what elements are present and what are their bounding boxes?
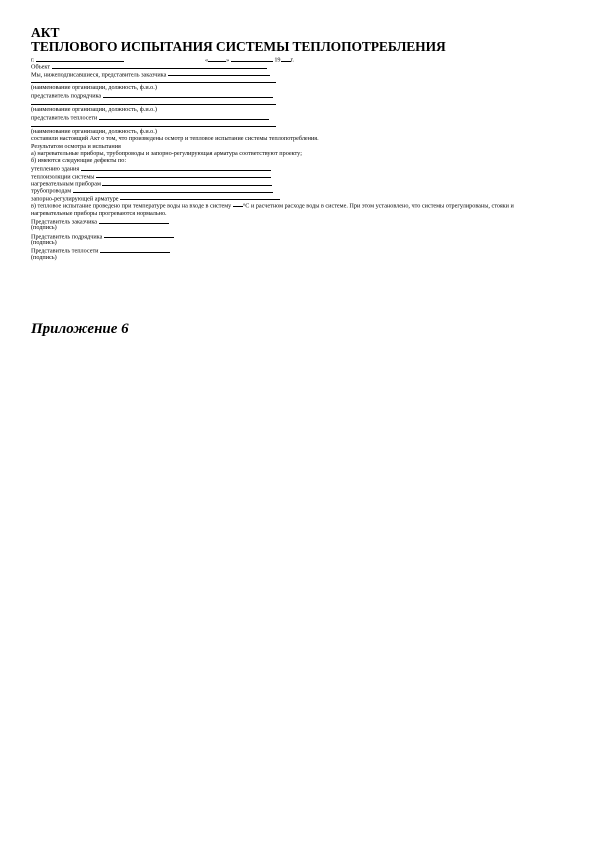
sign-supplier-label: Представитель теплосети (31, 247, 99, 255)
blank-line-2 (31, 99, 571, 106)
defect-blank-5 (120, 194, 280, 201)
defect-line-2 (31, 172, 571, 179)
org-hint-3: (наименование организации, должность, ф.и.о.) (31, 127, 157, 135)
sign-hint-3: (подпись) (31, 253, 57, 261)
sign-contractor-label: Представитель подрядчика (31, 233, 103, 241)
act-subtitle: ТЕПЛОВОГО ИСПЫТАНИЯ СИСТЕМЫ ТЕПЛОПОТРЕБЛЕНИЯ (31, 39, 446, 54)
blank-line-1 (31, 77, 571, 84)
we-signed-text: Мы, нижеподписавшиеся, представитель заказчика (31, 71, 167, 79)
defect-line-5 (31, 194, 571, 201)
date-open: « (205, 56, 209, 64)
city-blank (36, 55, 124, 62)
sign-customer-blank (99, 217, 169, 224)
act-statement: составили настоящий Акт о том, что произведены осмотр и тепловое испытание системы теплопотребления. (31, 135, 319, 143)
year-suffix: г. (290, 56, 294, 64)
day-blank (208, 55, 226, 62)
sign-hint-1: (подпись) (31, 224, 57, 232)
act-title: АКТ (31, 25, 60, 40)
blank-line-3 (31, 121, 571, 128)
sign-supplier-line (31, 246, 571, 253)
sign-customer-line (31, 217, 571, 224)
defect-blank-4 (73, 186, 273, 193)
item-c-text-1: в) тепловое испытание проведено при температуре воды на входе в систему (31, 202, 232, 210)
org-hint-2: (наименование организации, должность, ф.и.о.) (31, 106, 157, 114)
defect-label-3: нагревательным приборам (31, 180, 101, 188)
appendix-heading: Приложение 6 (31, 321, 129, 337)
defect-label-2: теплоизоляции системы (31, 173, 95, 181)
we-signed-line (31, 70, 571, 77)
defect-line-3 (31, 179, 571, 186)
inspection-result: Результатом осмотра и испытания (31, 142, 121, 150)
item-a: а) нагревательные приборы, трубопроводы и запорно-регулирующая арматура соответствуют проекту; (31, 149, 302, 157)
defect-blank-2 (96, 172, 271, 179)
object-line (31, 62, 571, 69)
sign-contractor-blank (104, 232, 174, 239)
defect-blank-3 (102, 179, 272, 186)
act-body (31, 55, 571, 261)
year-blank (281, 55, 291, 62)
org-hint-1: (наименование организации, должность, ф.и.о.) (31, 84, 157, 92)
sign-supplier-blank (100, 246, 170, 253)
city-date-line (31, 55, 571, 62)
defect-line-4 (31, 186, 571, 193)
customer-rep-blank (168, 70, 270, 77)
defect-blank-1 (81, 164, 271, 171)
contractor-rep-blank (103, 91, 273, 98)
city-prefix: г. (31, 56, 35, 64)
sign-contractor-line (31, 232, 571, 239)
contractor-rep-label: представитель подрядчика (31, 92, 102, 100)
supplier-rep-label: представитель теплосети (31, 114, 98, 122)
year-prefix: 19 (274, 56, 281, 64)
object-blank (52, 62, 267, 69)
date-mid: » (226, 56, 230, 64)
temperature-blank (233, 201, 243, 208)
supplier-line (31, 113, 571, 120)
defect-label-1: утеплению здания (31, 165, 80, 173)
defect-label-4: трубопроводам (31, 187, 72, 195)
item-b: б) имеются следующие дефекты по: (31, 157, 127, 165)
defect-label-5: запорно-регулирующей арматуре (31, 195, 119, 203)
defect-line-1 (31, 164, 571, 171)
act-document (31, 26, 571, 261)
sign-hint-2: (подпись) (31, 238, 57, 246)
month-blank (231, 55, 273, 62)
sign-customer-label: Представитель заказчика (31, 218, 98, 226)
supplier-rep-blank (99, 113, 269, 120)
contractor-line (31, 91, 571, 98)
item-c (31, 201, 551, 217)
object-label: Объект (31, 63, 51, 71)
item-c-text-2: °С и расчетном расходе воды в системе. При этом установлено, что системы отрегулированы, стояки и нагревательные приборы прогреваются нормально. (31, 202, 514, 217)
